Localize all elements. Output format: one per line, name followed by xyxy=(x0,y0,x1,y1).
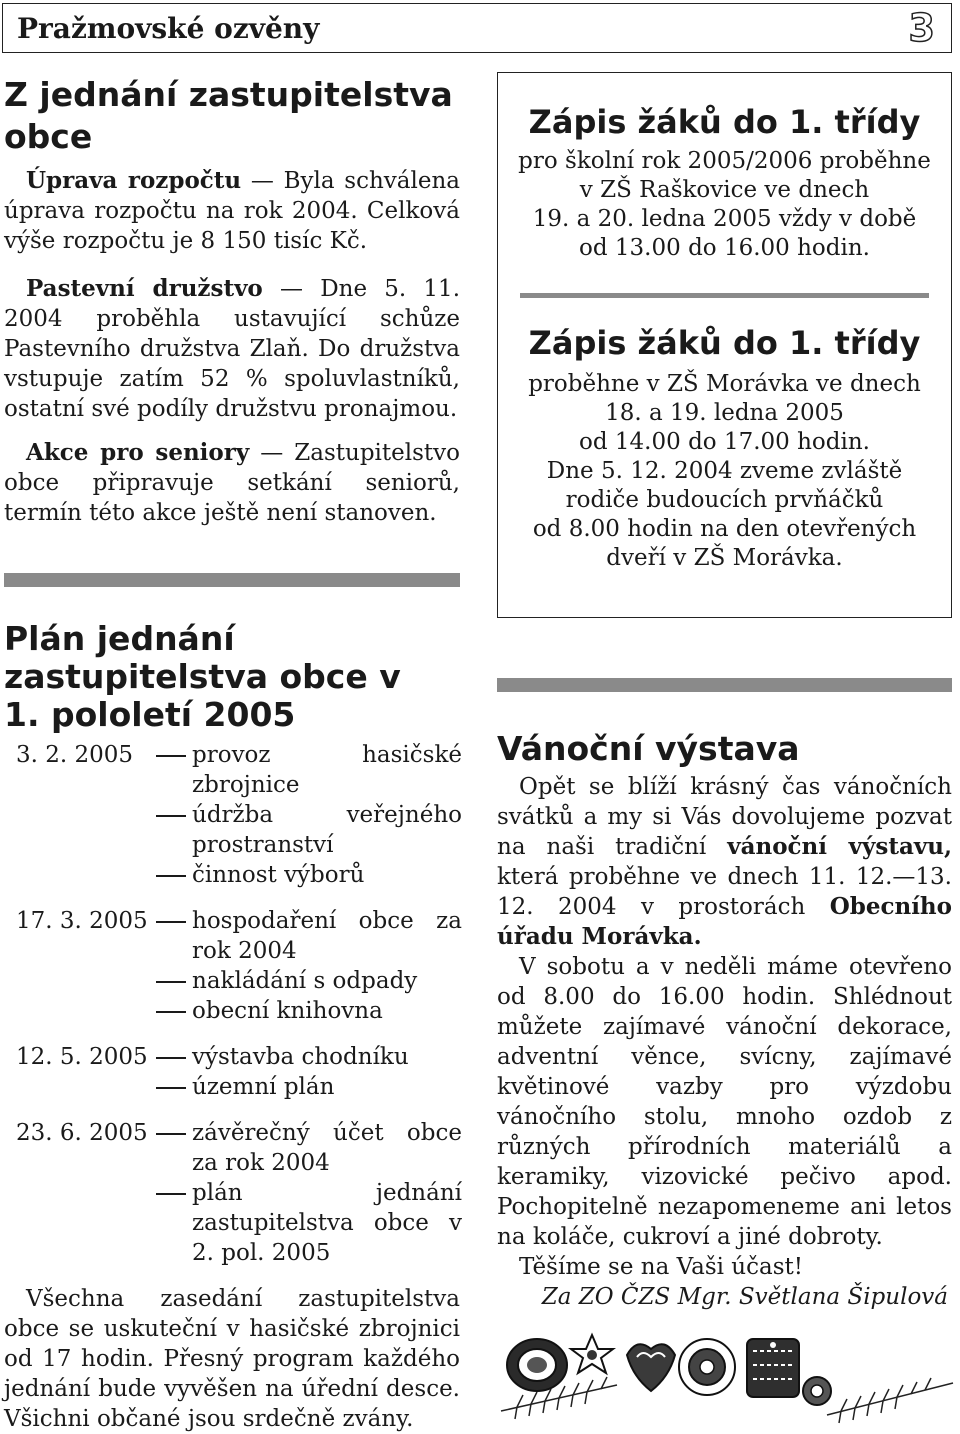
schedule-item: obecní knihovna xyxy=(192,998,383,1024)
divider-line xyxy=(520,293,929,298)
article-budget: Úprava rozpočtu — Byla schválena úprava rozpočtu na rok 2004. Celková výše rozpočtu je 8 150 tisíc Kč. xyxy=(4,167,460,254)
christmas-paragraph: V sobotu a v neděli máme otevřeno od 8.00 do 16.00 hodin. Shlédnout můžete zajímavé vánoční dekorace, adventní věnce, svícny, zajímavé květinové vazby pro výzdobu vánočního stolu, mnoho ozdob z různých přírodních materiálů a keramiky, vizovické pečivo apod. Pochopitelně nezapomeneme ani letos na koláče, cukroví a jiné dobroty. xyxy=(497,954,952,1250)
star-cookie-icon xyxy=(571,1335,613,1373)
meeting-schedule xyxy=(16,740,460,1268)
section-title: Vánoční výstava xyxy=(497,729,800,768)
schedule-date: 17. 3. 2005 xyxy=(16,908,148,934)
christmas-closing: Těšíme se na Vaši účast! xyxy=(519,1254,803,1280)
newsletter-title: Pražmovské ozvěny xyxy=(17,12,320,45)
round-cookie-icon xyxy=(803,1377,831,1405)
section-title: Z jednání zastupitelstva obce xyxy=(4,75,453,156)
schedule-entry xyxy=(16,1118,460,1268)
enrollment-line: Dne 5. 12. 2004 zveme zvláště xyxy=(546,458,903,484)
flower-cookie-icon xyxy=(679,1339,735,1395)
signature: Za ZO ČZS Mgr. Světlana Šipulová xyxy=(541,1284,948,1310)
christmas-paragraph: Opět se blíží krásný čas vánočních svátků a my si Vás dovolujeme pozvat na naši tradiční vánoční výstavu, která proběhne ve dnech 11. 12.—13. 12. 2004 v prostorách Obecního úřadu Morávka. xyxy=(497,774,952,950)
schedule-item: činnost výborů xyxy=(192,862,365,888)
schedule-item: plán jednání zastupitelstva obce v 2. pol. 2005 xyxy=(192,1180,462,1266)
enrollment-line: od 13.00 do 16.00 hodin. xyxy=(579,235,870,261)
article-lead: Úprava rozpočtu xyxy=(26,167,242,194)
enrollment-line: od 8.00 hodin na den otevřených xyxy=(532,516,917,542)
schedule-item: údržba veřejného prostranství xyxy=(192,802,462,858)
enrollment-line: 19. a 20. ledna 2005 vždy v době xyxy=(532,206,917,232)
article-pasture: Pastevní družstvo — Dne 5. 11. 2004 proběhla ustavující schůze Pastevního družstva Zlaň. Do družstva vstupuje zatím 52 % spoluvlastníků, ostatní své podíly družstvu pronajmou. xyxy=(4,275,460,422)
emphasis: vánoční výstavu, xyxy=(727,833,952,860)
article-seniors: Akce pro seniory — Zastupitelstvo obce připravuje setkání seniorů, termín této akce ještě není stanoven. xyxy=(4,439,461,526)
divider-bar xyxy=(497,678,952,692)
section-christmas-exhibition xyxy=(497,728,952,1312)
meeting-footer-note: Všechna zasedání zastupitelstva obce se uskuteční v hasičské zbrojnici od 17 hodin. Přesný program každého jednání bude vyvěšen na úřední desce. Všichni občané jsou srdečně zvány. xyxy=(4,1286,460,1432)
article-text: Dne 5. 11. 2004 proběhla ustavující schůze Pastevního družstva Zlaň. Do družstva vstupuje zatím 52 % spoluvlastníků, ostatní své podíly družstvu pronajmou. xyxy=(4,276,460,422)
schedule-date: 12. 5. 2005 xyxy=(16,1044,148,1070)
schedule-entry xyxy=(16,906,460,1026)
schedule-item: provoz hasičské zbrojnice xyxy=(192,742,462,798)
article-text: Byla schválena úprava rozpočtu na rok 2004. Celková výše rozpočtu je 8 150 tisíc Kč. xyxy=(4,168,460,254)
enrollment-title: Zápis žáků do 1. třídy xyxy=(528,324,921,362)
schedule-item: hospodaření obce za rok 2004 xyxy=(192,908,462,964)
section-title: Plán jednání zastupitelstva obce v 1. pololetí 2005 xyxy=(4,619,401,734)
schedule-item: výstavba chodníku xyxy=(192,1044,409,1070)
emphasis: Obecního úřadu Morávka. xyxy=(497,893,952,950)
heart-cookie-icon xyxy=(627,1344,675,1391)
enrollment-line: pro školní rok 2005/2006 proběhne xyxy=(518,148,931,174)
enrollment-title: Zápis žáků do 1. třídy xyxy=(528,103,921,141)
enrollment-box xyxy=(497,72,952,618)
article-text: Zastupitelstvo obce připravuje setkání seniorů, termín této akce ještě není stanoven. xyxy=(4,440,461,526)
article-lead: Pastevní družstvo xyxy=(26,275,263,302)
section-council-meeting xyxy=(4,74,460,528)
enrollment-line: 18. a 19. ledna 2005 xyxy=(605,400,844,426)
cookie-icon xyxy=(507,1339,567,1391)
enrollment-line: rodiče budoucích prvňáčků xyxy=(565,487,884,513)
enrollment-line: v ZŠ Raškovice ve dnech xyxy=(579,177,870,203)
page-header xyxy=(2,3,952,53)
christmas-cookies-illustration xyxy=(497,1315,955,1427)
page-number: 3 xyxy=(908,6,935,50)
schedule-date: 23. 6. 2005 xyxy=(16,1120,148,1146)
enrollment-line: od 14.00 do 17.00 hodin. xyxy=(579,429,870,455)
gingerbread-icon xyxy=(747,1339,799,1397)
section-meeting-plan xyxy=(4,620,460,1434)
schedule-entry xyxy=(16,1042,460,1102)
schedule-item: nakládání s odpady xyxy=(192,968,418,994)
enrollment-details xyxy=(498,147,951,263)
enrollment-line: proběhne v ZŠ Morávka ve dnech xyxy=(528,371,921,397)
enrollment-details xyxy=(498,370,951,573)
schedule-date: 3. 2. 2005 xyxy=(16,742,134,768)
schedule-item: závěrečný účet obce za rok 2004 xyxy=(192,1120,462,1176)
divider-bar xyxy=(4,573,460,587)
article-lead: Akce pro seniory xyxy=(26,439,250,466)
enrollment-line: dveří v ZŠ Morávka. xyxy=(606,545,843,571)
schedule-entry xyxy=(16,740,460,890)
schedule-item: územní plán xyxy=(192,1074,335,1100)
